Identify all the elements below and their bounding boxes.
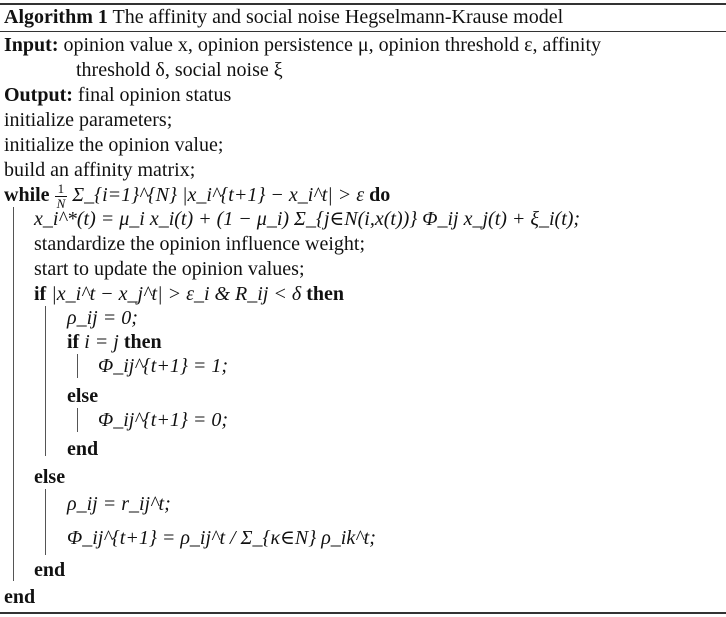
else-body-bar [45,489,46,555]
phi-zero: Φ_ij^{t+1} = 0; [98,409,228,431]
inner-else-keyword: else [67,385,99,407]
if-body-bar [45,306,46,456]
while-frac-den: N [56,196,66,211]
inner-if-bar [77,354,78,378]
inner-if-keyword: if [67,331,80,353]
inner-then-keyword: then [123,331,162,353]
then-keyword: then [306,283,344,305]
while-condition: Σ_{i=1}^{N} |x_i^{t+1} − x_i^t| > ε [72,184,365,207]
update-equation: x_i^*(t) = μ_i x_i(t) + (1 − μ_i) Σ_{j∈N(i,x(t))} Φ_ij x_j(t) + ξ_i(t); [34,208,581,230]
input-line-2 [76,58,283,82]
inner-end-keyword: end [67,438,99,460]
else-keyword: else [34,466,66,488]
step-init-params: initialize parameters; [4,109,173,131]
output-text: final opinion status [77,84,232,106]
algorithm-caption [4,5,563,29]
inner-if-condition: i = j [84,331,119,353]
rho-zero: ρ_ij = 0; [67,307,138,329]
step-init-opinion: initialize the opinion value; [4,134,224,156]
input-line [4,33,601,57]
output-line [4,83,231,107]
inner-if-line [67,330,162,354]
step-update: start to update the opinion values; [34,258,305,280]
phi-fraction: Φ_ij^{t+1} = ρ_ij^t / Σ_{κ∈N} ρ_ik^t; [67,527,376,549]
step-build-matrix: build an affinity matrix; [4,159,196,181]
phi-one: Φ_ij^{t+1} = 1; [98,355,228,377]
algorithm-title: The affinity and social noise Hegselmann-Krause model [112,6,564,28]
step-standardize: standardize the opinion influence weight; [34,233,366,255]
input-label: Input: [4,34,59,56]
if-condition: |x_i^t − x_j^t| > ε_i & R_ij < δ [51,283,302,305]
if-line [34,282,344,306]
bottom-rule [0,612,726,614]
algorithm-label: Algorithm 1 [4,6,108,28]
if-keyword: if [34,283,47,305]
while-end-keyword: end [4,586,36,608]
rho-r: ρ_ij = r_ij^t; [67,493,171,515]
inner-else-bar [77,408,78,432]
input-text: opinion value x, opinion persistence μ, opinion threshold ε, affinity [63,34,602,56]
do-keyword: do [369,184,391,207]
while-body-bar [13,207,14,581]
input-text-2: threshold δ, social noise ξ [76,59,283,81]
output-label: Output: [4,84,73,106]
while-frac-num: 1 [55,182,68,197]
if-end-keyword: end [34,559,66,581]
while-keyword: while [4,184,50,207]
